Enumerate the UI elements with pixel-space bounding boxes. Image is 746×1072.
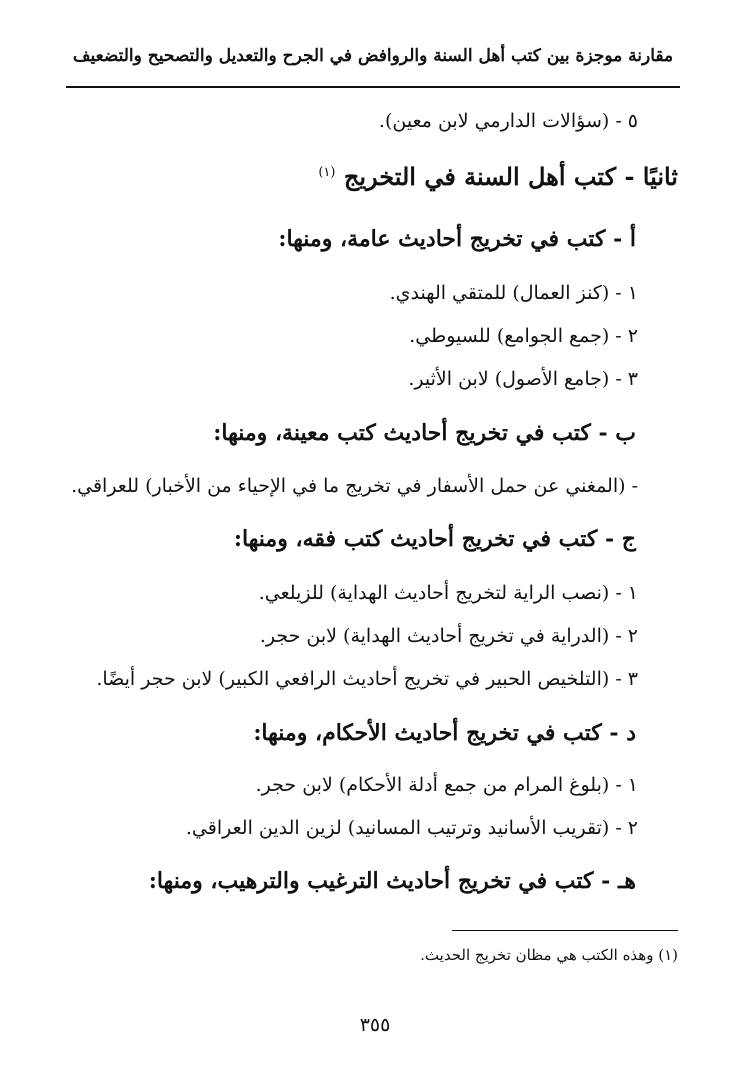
section-heading xyxy=(314,162,678,191)
subsection-heading-d: د - كتب في تخريج أحاديث الأحكام، ومنها: xyxy=(253,720,636,746)
list-item: ٢ - (جمع الجوامع) للسيوطي. xyxy=(409,325,638,347)
list-item: - (المغني عن حمل الأسفار في تخريج ما في الإحياء من الأخبار) للعراقي. xyxy=(71,475,638,497)
footnote: (١) وهذه الكتب هي مظان تخريج الحديث. xyxy=(420,946,678,964)
list-item: ٣ - (جامع الأصول) لابن الأثير. xyxy=(408,368,638,390)
list-item: ١ - (نصب الراية لتخريج أحاديث الهداية) للزيلعي. xyxy=(258,582,638,604)
list-item: ١ - (بلوغ المرام من جمع أدلة الأحكام) لابن حجر. xyxy=(255,774,638,796)
section-heading-text: ثانيًا - كتب أهل السنة في التخريج xyxy=(343,162,678,191)
footnote-rule xyxy=(452,930,678,931)
list-item: ٢ - (تقريب الأسانيد وترتيب المسانيد) لزين الدين العراقي. xyxy=(185,817,638,839)
list-item: ٥ - (سؤالات الدارمي لابن معين). xyxy=(378,110,638,132)
subsection-heading-c: ج - كتب في تخريج أحاديث كتب فقه، ومنها: xyxy=(233,526,636,552)
header-rule xyxy=(66,86,680,88)
list-item: ٣ - (التلخيص الحبير في تخريج أحاديث الرافعي الكبير) لابن حجر أيضًا. xyxy=(96,668,638,690)
list-item: ١ - (كنز العمال) للمتقي الهندي. xyxy=(389,282,638,304)
subsection-heading-a: أ - كتب في تخريج أحاديث عامة، ومنها: xyxy=(278,226,636,252)
footnote-marker: (١) xyxy=(318,165,336,180)
page-number: ٣٥٥ xyxy=(359,1014,391,1036)
list-item: ٢ - (الدراية في تخريج أحاديث الهداية) لابن حجر. xyxy=(259,625,638,647)
subsection-heading-b: ب - كتب في تخريج أحاديث كتب معينة، ومنها: xyxy=(213,420,636,446)
running-head: مقارنة موجزة بين كتب أهل السنة والروافض في الجرح والتعديل والتصحيح والتضعيف xyxy=(72,46,674,66)
subsection-heading-h: هـ - كتب في تخريج أحاديث الترغيب والترهيب، ومنها: xyxy=(148,868,636,894)
